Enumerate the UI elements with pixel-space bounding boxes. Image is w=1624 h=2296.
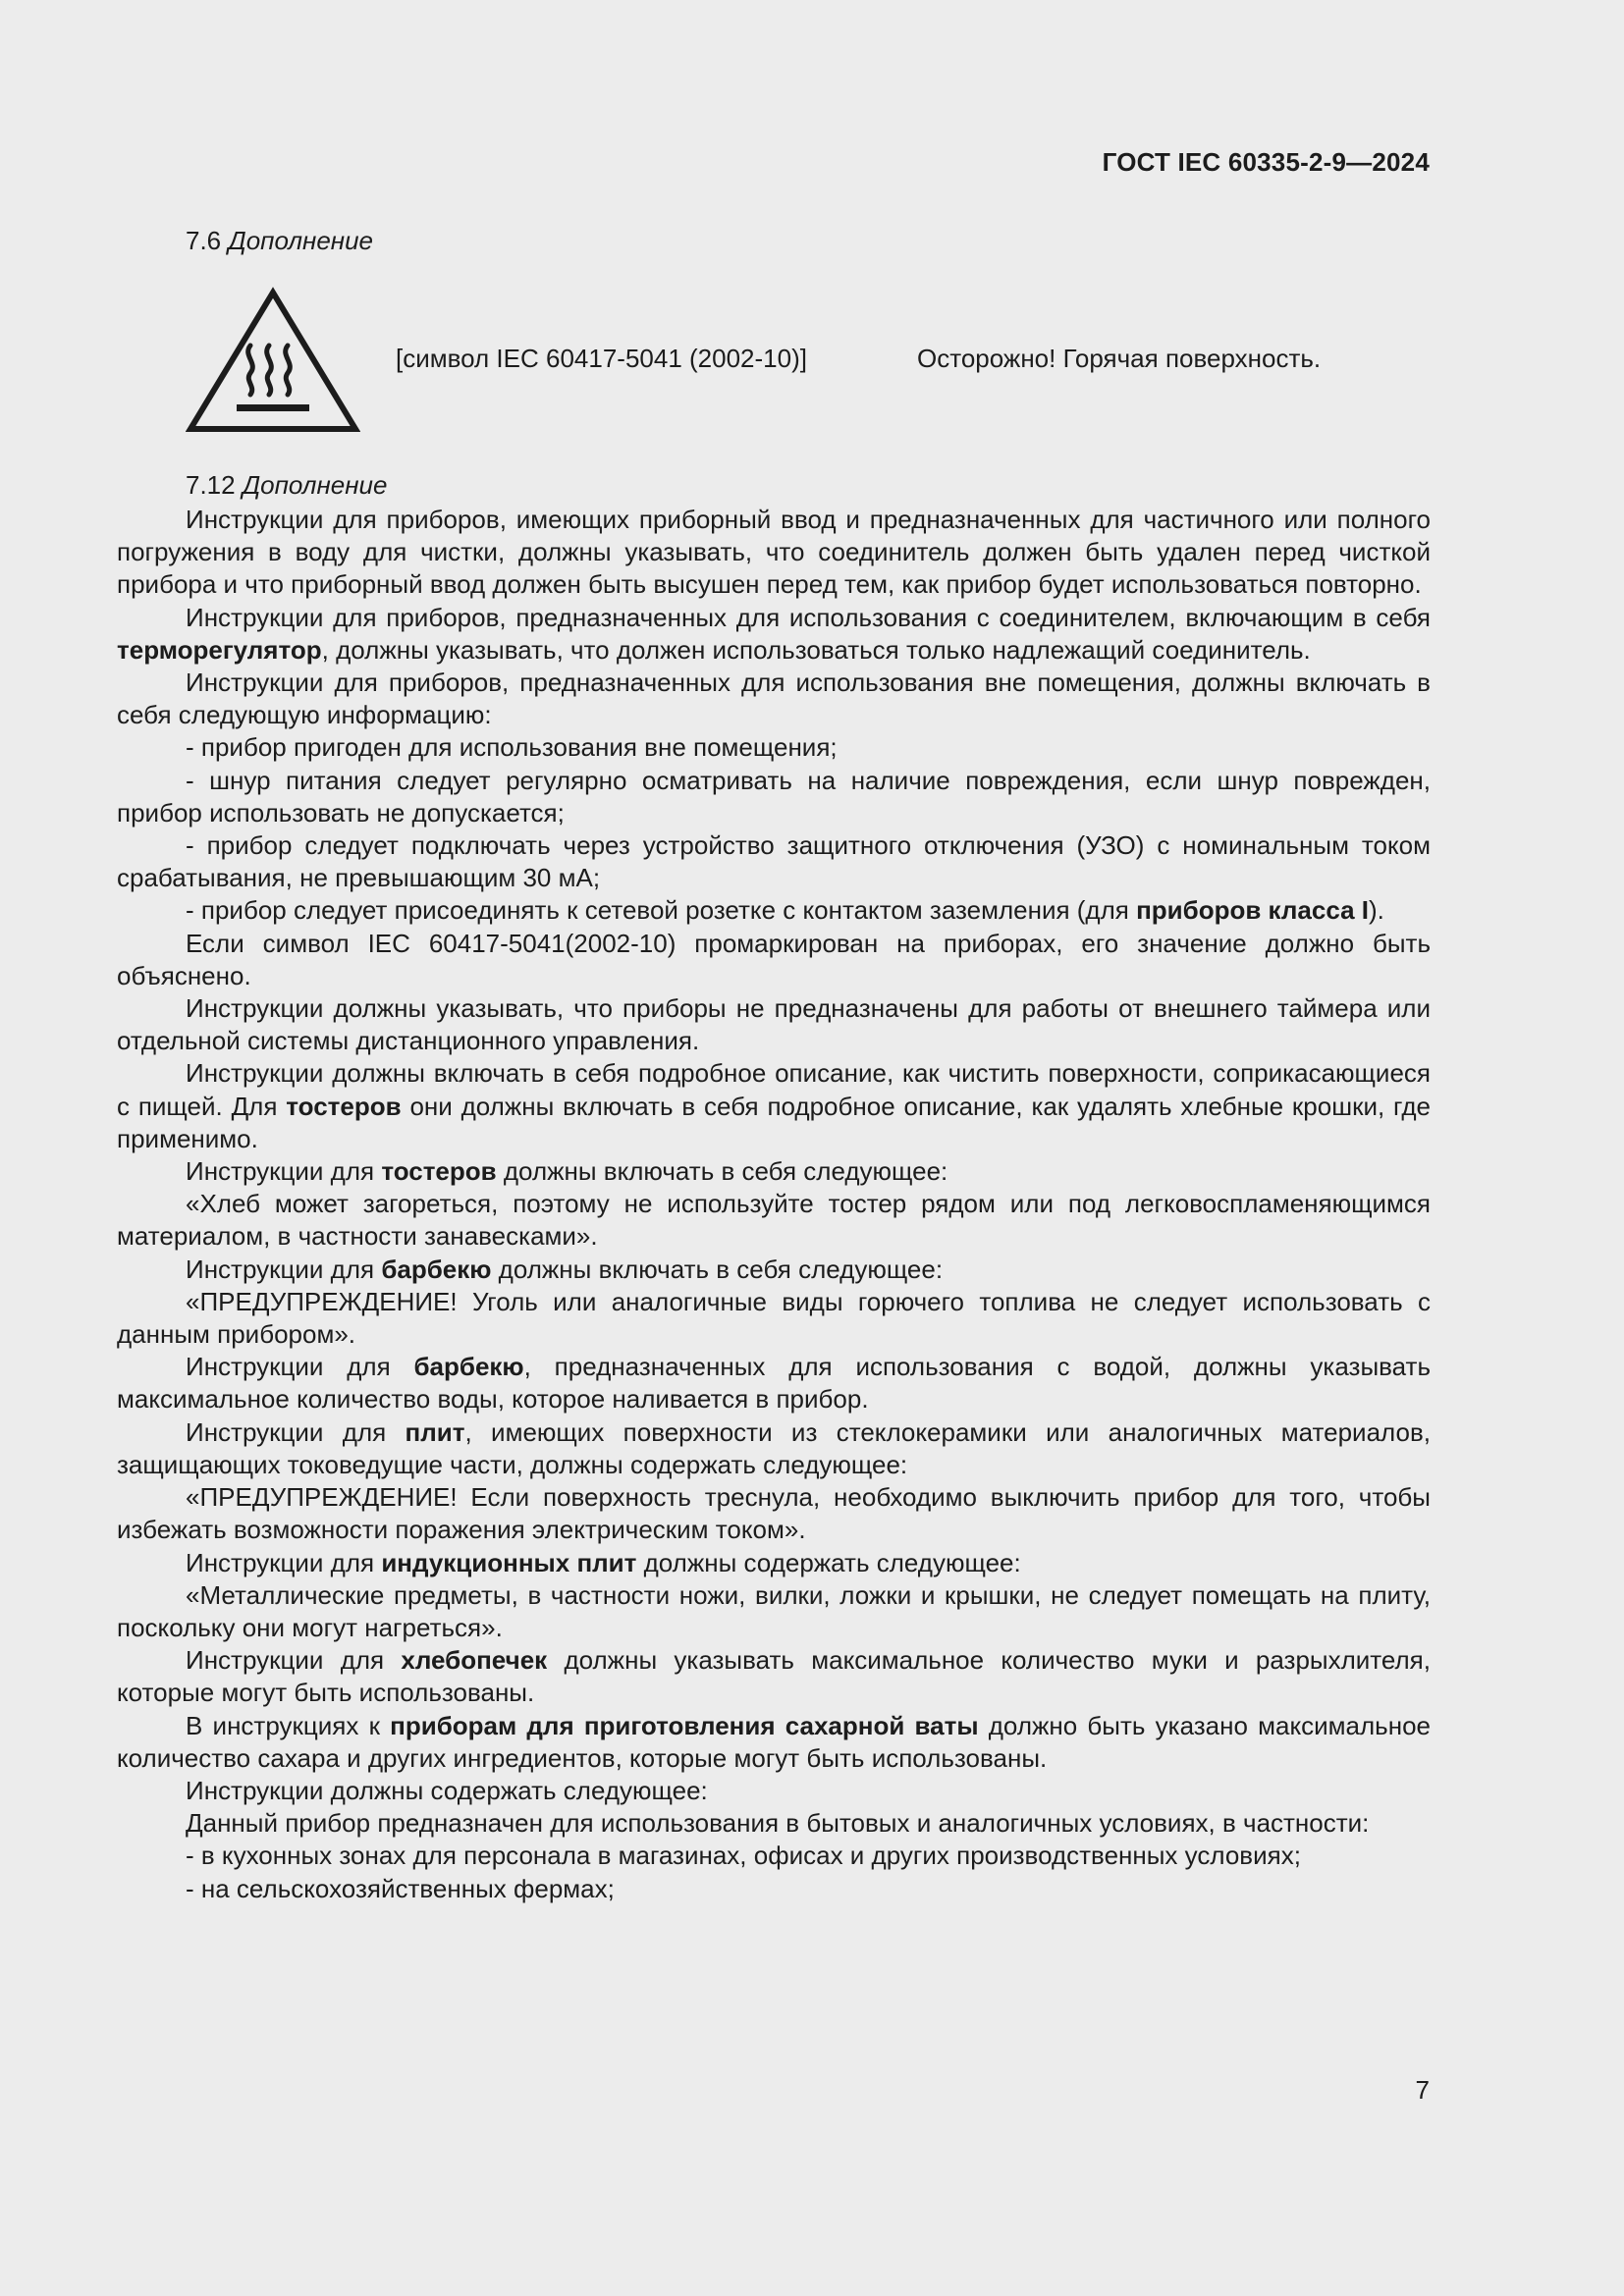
paragraph: Инструкции для тостеров должны включать в себя следующее: — [186, 1156, 948, 1187]
paragraph: Инструкции для приборов, предназначенных для использования вне помещения, должны включать в себя следующую информацию: — [117, 667, 1431, 730]
list-item: - прибор следует присоединять к сетевой розетке с контактом заземления (для приборов класса I). — [186, 895, 1384, 926]
symbol-description: Осторожно! Горячая поверхность. — [917, 344, 1322, 373]
paragraph: Данный прибор предназначен для использования в бытовых и аналогичных условиях, в частности: — [186, 1808, 1370, 1839]
paragraph: Инструкции должны включать в себя подробное описание, как чистить поверхности, соприкасающиеся с пищей. Для тостеров они должны включать в себя подробное описание, как удалять хлебные крошки, где применимо. — [117, 1058, 1431, 1153]
paragraph: Инструкции для приборов, предназначенных для использования с соединителем, включающим в себя терморегулятор, должны указывать, что должен использоваться только надлежащий соединитель. — [117, 602, 1431, 665]
paragraph: Инструкции должны указывать, что приборы не предназначены для работы от внешнего таймера или отдельной системы дистанционного управления. — [117, 993, 1431, 1056]
paragraph: Инструкции для хлебопечек должны указывать максимальное количество муки и разрыхлителя, которые могут быть использованы. — [117, 1645, 1431, 1708]
list-item: - на сельскохозяйственных фермах; — [186, 1873, 615, 1903]
page-number: 7 — [1415, 2075, 1430, 2105]
document-code: ГОСТ IEC 60335-2-9—2024 — [1102, 147, 1430, 177]
paragraph: Инструкции для барбекю должны включать в себя следующее: — [186, 1254, 944, 1284]
section-title: Дополнение — [242, 470, 388, 500]
symbol-reference: [символ IEC 60417-5041 (2002-10)] — [396, 344, 807, 373]
paragraph: Если символ IEC 60417-5041(2002-10) промаркирован на приборах, его значение должно быть объяснено. — [117, 928, 1431, 990]
section-title: Дополнение — [228, 226, 374, 255]
paragraph: Инструкции для индукционных плит должны содержать следующее: — [186, 1547, 1021, 1577]
paragraph: Инструкции для приборов, имеющих приборный ввод и предназначенных для частичного или полного погружения в воду для чистки, должны указывать, что соединитель должен быть удален перед чисткой прибора и что приборный ввод должен быть высушен перед тем, как прибор будет использоваться повторно. — [117, 505, 1431, 600]
quote: «ПРЕДУПРЕЖДЕНИЕ! Если поверхность треснула, необходимо выключить прибор для того, чтобы избежать возможности поражения электрическим током». — [117, 1482, 1431, 1545]
quote: «Металлические предметы, в частности ножи, вилки, ложки и крышки, не следует помещать на плиту, поскольку они могут нагреться». — [117, 1579, 1431, 1642]
list-item: - прибор следует подключать через устройство защитного отключения (УЗО) с номинальным током срабатывания, не превышающим 30 мА; — [117, 830, 1431, 893]
section-7-6-heading — [186, 226, 373, 256]
section-number: 7.12 — [186, 470, 236, 500]
paragraph: В инструкциях к приборам для приготовления сахарной ваты должно быть указано максимальное количество сахара и других ингредиентов, которые могут быть использованы. — [117, 1710, 1431, 1773]
list-item: - прибор пригоден для использования вне помещения; — [186, 732, 838, 763]
section-number: 7.6 — [186, 226, 222, 255]
paragraph: Инструкции должны содержать следующее: — [186, 1775, 708, 1805]
quote: «Хлеб может загореться, поэтому не используйте тостер рядом или под легковоспламеняющимся материалом, в частности занавесками». — [117, 1189, 1431, 1252]
paragraph: Инструкции для плит, имеющих поверхности из стеклокерамики или аналогичных материалов, защищающих токоведущие части, должны содержать следующее: — [117, 1416, 1432, 1479]
paragraph: Инструкции для барбекю, предназначенных для использования с водой, должны указывать максимальное количество воды, которое наливается в прибор. — [117, 1352, 1431, 1415]
section-7-12-heading — [186, 470, 387, 501]
quote: «ПРЕДУПРЕЖДЕНИЕ! Уголь или аналогичные виды горючего топлива не следует использовать с данным прибором». — [117, 1286, 1431, 1350]
list-item: - в кухонных зонах для персонала в магазинах, офисах и других производственных условиях; — [186, 1841, 1301, 1871]
list-item: - шнур питания следует регулярно осматривать на наличие повреждения, если шнур поврежден, прибор использовать не допускается; — [117, 765, 1431, 828]
section-7-12-body — [117, 504, 1431, 1905]
hot-surface-warning-icon — [186, 287, 360, 434]
